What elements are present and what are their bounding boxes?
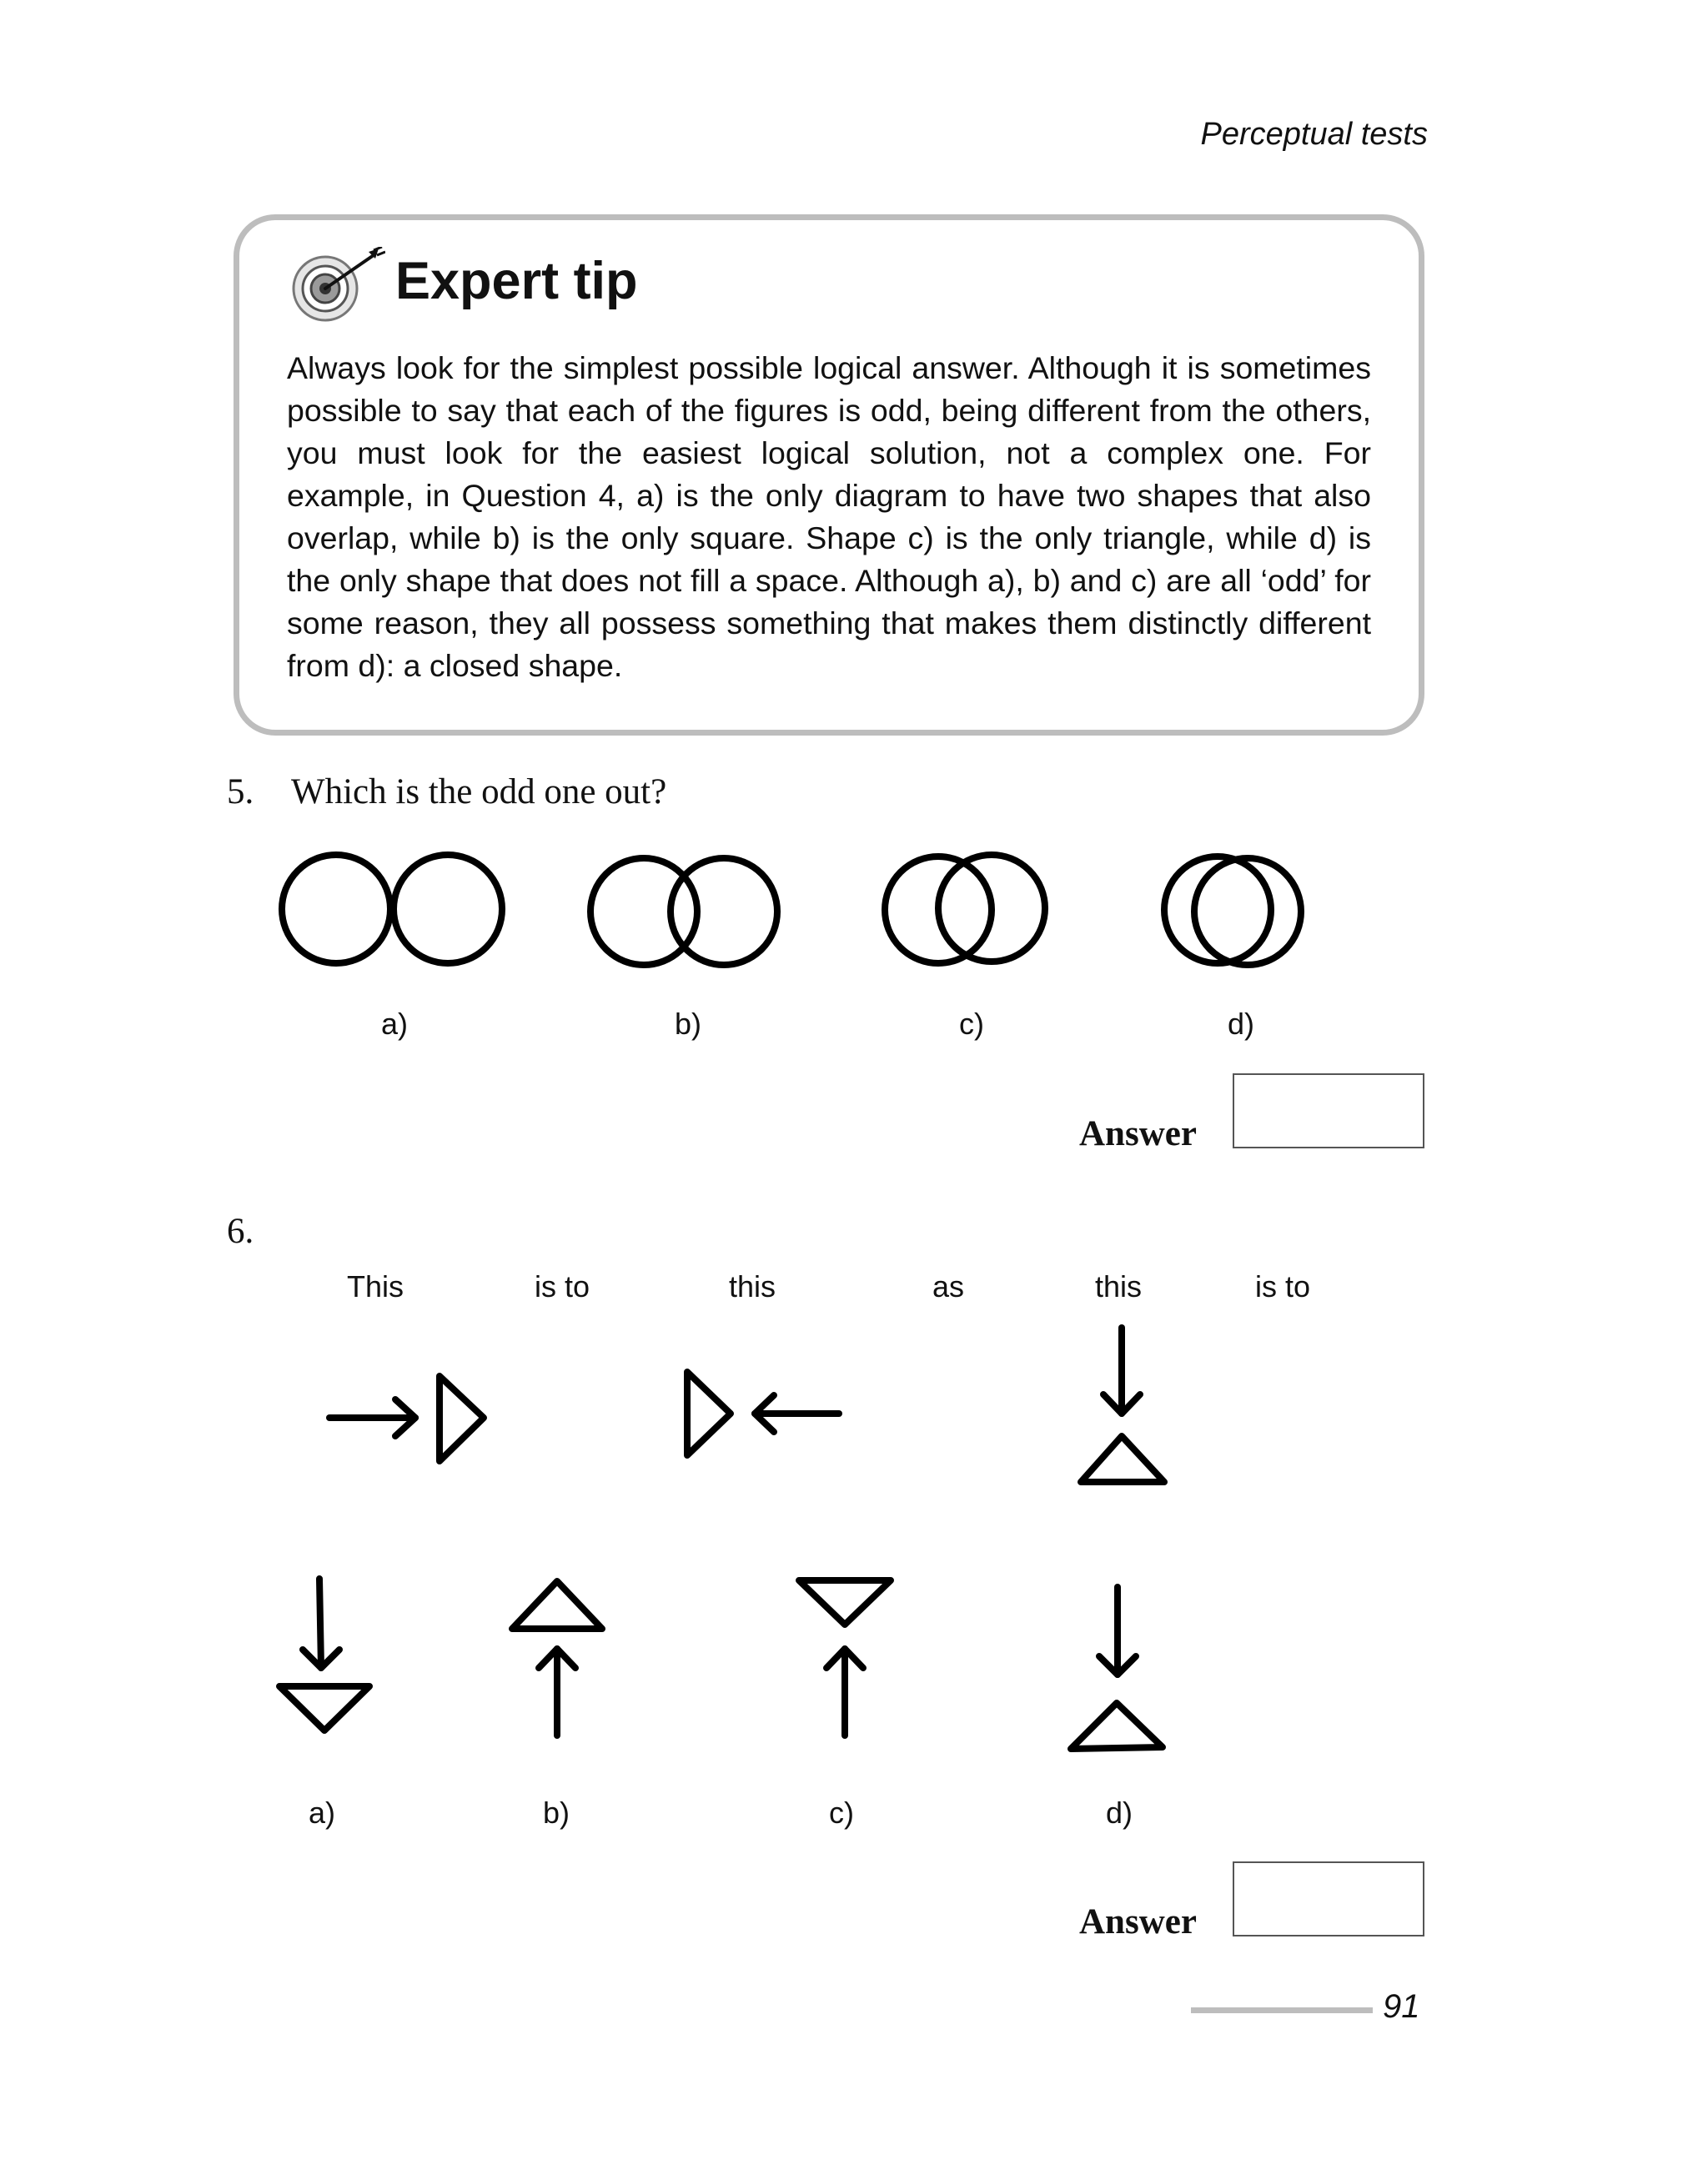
analogy-word-4: as: [932, 1269, 965, 1304]
q6-option-d-label: d): [1105, 1796, 1133, 1830]
analogy-word-2: is to: [534, 1269, 590, 1304]
q6-stem-figure-3: [1081, 1328, 1164, 1482]
question-5-prompt: Which is the odd one out?: [291, 772, 667, 811]
q5-option-b-label: b): [674, 1007, 702, 1041]
analogy-word-6: is to: [1254, 1269, 1311, 1304]
q6-option-a-label: a): [308, 1796, 336, 1830]
q6-option-b-figure: [512, 1581, 602, 1735]
page-number: 91: [1383, 1988, 1420, 2025]
running-head: Perceptual tests: [1200, 117, 1428, 152]
question-5-number: 5.: [227, 772, 254, 811]
q6-option-c-label: c): [829, 1796, 854, 1830]
q6-option-d-figure: [1071, 1587, 1163, 1749]
expert-tip-heading: Expert tip: [395, 252, 638, 310]
analogy-word-1: This: [346, 1269, 404, 1304]
q6-answer-label: Answer: [1079, 1902, 1197, 1941]
q5-option-c-label: c): [959, 1007, 984, 1041]
q5-answer-label: Answer: [1079, 1114, 1197, 1153]
q6-stem-figure-2: [687, 1372, 839, 1455]
q6-stem-figure-1: [329, 1376, 484, 1461]
q6-option-a-figure: [279, 1579, 369, 1730]
q6-option-c-figure: [799, 1580, 891, 1735]
question-6-number: 6.: [227, 1212, 254, 1251]
q5-option-d-label: d): [1227, 1007, 1255, 1041]
analogy-word-3: this: [728, 1269, 776, 1304]
expert-tip-paragraph: Always look for the simplest possible logical answer. Although it is sometimes possible to say that each of the figures is odd, being different from the others, you must look for the easiest logical solution, not a complex one. For example, in Question 4, a) is the only diagram to have two shapes that also overlap, while b) is the only square. Shape c) is the only triangle, while d) is the only shape that does not fill a space. Although a), b) and c) are all ‘odd’ for some reason, they all possess something that makes them distinctly different from d): a closed shape.: [287, 350, 1371, 683]
analogy-word-5: this: [1094, 1269, 1143, 1304]
q6-answer-box[interactable]: [1233, 1861, 1424, 1936]
q6-option-b-label: b): [542, 1796, 570, 1830]
q5-option-a-label: a): [380, 1007, 409, 1041]
folio-rule: [1191, 2007, 1373, 2013]
